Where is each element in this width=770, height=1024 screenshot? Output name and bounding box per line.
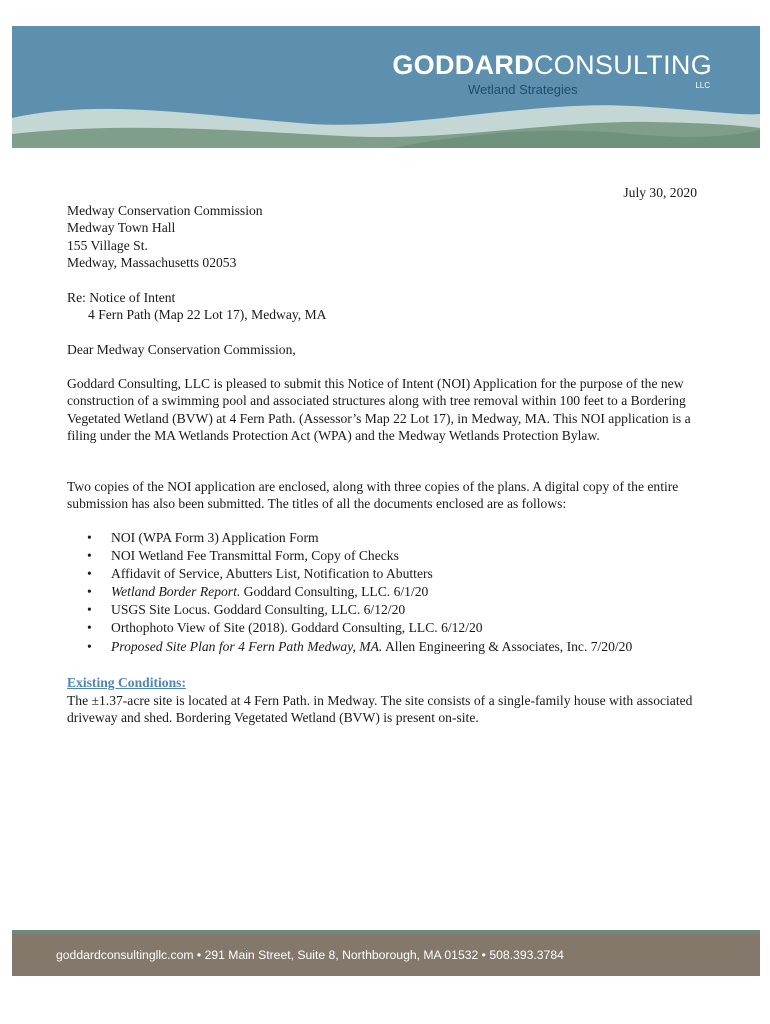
list-item: • NOI Wetland Fee Transmittal Form, Copy of Checks <box>67 547 632 565</box>
subject-detail: 4 Fern Path (Map 22 Lot 17), Medway, MA <box>88 307 327 323</box>
enclosure-paragraph: Two copies of the NOI application are enclosed, along with three copies of the plans. A digital copy of the entire submission has also been submitted. The titles of all the documents enclosed are as follows: <box>67 479 679 512</box>
address-line: 155 Village St. <box>67 237 148 253</box>
intro-paragraph: Goddard Consulting, LLC is pleased to submit this Notice of Intent (NOI) Application for the purpose of the new construction of a swimming pool and associated structures along with tree removal within 100 feet to a Bordering Vegetated Wetland (BVW) at 4 Fern Path. (Assessor’s Map 22 Lot 17), in Medway, MA. This NOI application is a filing under the MA Wetlands Protection Act (WPA) and the Medway Wetlands Protection Bylaw. <box>67 376 691 444</box>
address-line: Medway Conservation Commission <box>67 203 263 218</box>
list-item: • Wetland Border Report. Goddard Consulting, LLC. 6/1/20 <box>67 583 632 601</box>
list-item: • NOI (WPA Form 3) Application Form <box>67 529 632 547</box>
letter-date: July 30, 2020 <box>623 185 697 200</box>
subject-line: Re: Notice of Intent <box>67 290 176 305</box>
logo-bold-text: GODDARD <box>392 50 534 80</box>
company-logo <box>392 50 712 81</box>
letterhead-footer <box>12 930 760 976</box>
list-item: • USGS Site Locus. Goddard Consulting, LLC. 6/12/20 <box>67 601 632 619</box>
existing-conditions-text: The ±1.37-acre site is located at 4 Fern Path. in Medway. The site consists of a single-family house with associated driveway and shed. Bordering Vegetated Wetland (BVW) is present on-site. <box>67 693 693 726</box>
existing-conditions-heading: Existing Conditions: <box>67 675 186 690</box>
logo-tagline: Wetland Strategies <box>468 82 578 97</box>
list-item: • Affidavit of Service, Abutters List, Notification to Abutters <box>67 565 632 583</box>
letterhead-banner <box>12 26 760 148</box>
list-item: • Proposed Site Plan for 4 Fern Path Medway, MA. Allen Engineering & Associates, Inc. 7/20/20 <box>67 638 632 656</box>
list-item: • Orthophoto View of Site (2018). Goddard Consulting, LLC. 6/12/20 <box>67 619 632 637</box>
hills-graphic <box>12 26 760 148</box>
recipient-address <box>67 202 263 272</box>
enclosed-documents-list <box>67 529 632 656</box>
address-line: Medway Town Hall <box>67 220 176 236</box>
footer-contact: goddardconsultingllc.com • 291 Main Street, Suite 8, Northborough, MA 01532 • 508.393.3784 <box>56 948 564 962</box>
salutation: Dear Medway Conservation Commission, <box>67 342 296 357</box>
subject-block <box>67 289 327 324</box>
logo-llc: LLC <box>695 81 710 90</box>
logo-regular-text: CONSULTING <box>533 50 712 80</box>
address-line: Medway, Massachusetts 02053 <box>67 255 237 271</box>
